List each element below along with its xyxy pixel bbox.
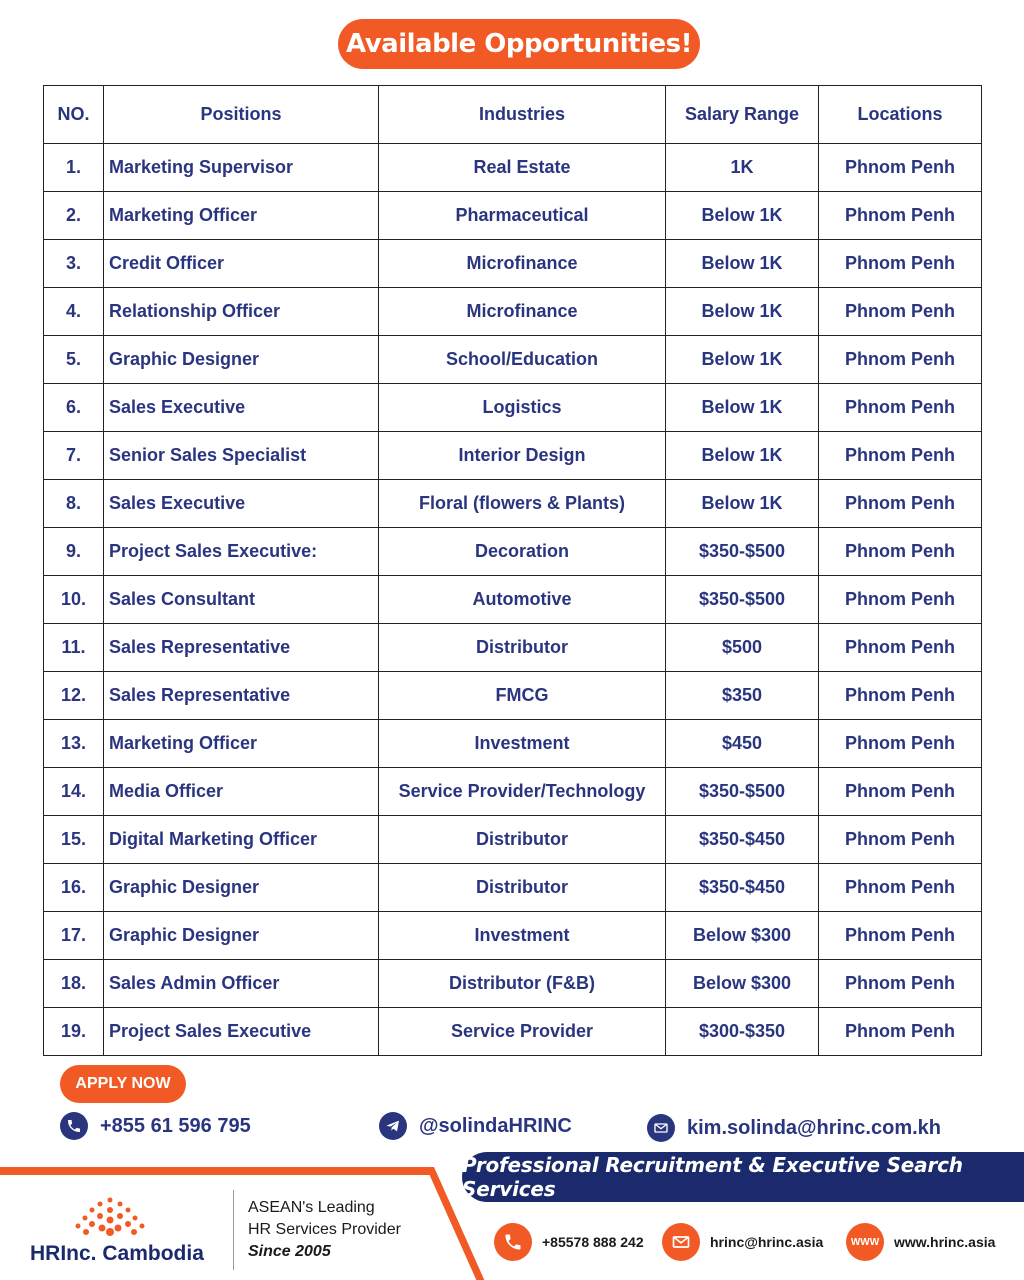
cell-location: Phnom Penh [819, 864, 982, 912]
header-locations: Locations [819, 86, 982, 144]
cell-industry: Investment [379, 720, 666, 768]
cell-location: Phnom Penh [819, 432, 982, 480]
cell-location: Phnom Penh [819, 1008, 982, 1056]
table-header-row [44, 86, 982, 144]
cell-position: Senior Sales Specialist [104, 432, 379, 480]
cell-industry: Interior Design [379, 432, 666, 480]
table-row [44, 432, 982, 480]
cell-position: Sales Representative [104, 624, 379, 672]
cell-industry: Distributor (F&B) [379, 960, 666, 1008]
cell-position: Marketing Officer [104, 720, 379, 768]
cell-position: Sales Consultant [104, 576, 379, 624]
cell-salary: $350-$500 [666, 576, 819, 624]
footer-phone-text: +85578 888 242 [542, 1234, 644, 1250]
cell-no: 16. [44, 864, 104, 912]
cell-location: Phnom Penh [819, 480, 982, 528]
cell-location: Phnom Penh [819, 768, 982, 816]
table-row [44, 672, 982, 720]
cell-salary: Below $300 [666, 912, 819, 960]
cell-no: 18. [44, 960, 104, 1008]
header-positions: Positions [104, 86, 379, 144]
globe-icon: WWW [846, 1223, 884, 1261]
cell-position: Sales Executive [104, 480, 379, 528]
cell-no: 9. [44, 528, 104, 576]
cell-location: Phnom Penh [819, 336, 982, 384]
cell-position: Relationship Officer [104, 288, 379, 336]
cell-no: 2. [44, 192, 104, 240]
cell-location: Phnom Penh [819, 960, 982, 1008]
cell-industry: Logistics [379, 384, 666, 432]
cell-salary: Below $300 [666, 960, 819, 1008]
cell-no: 10. [44, 576, 104, 624]
table-row [44, 960, 982, 1008]
cell-salary: Below 1K [666, 432, 819, 480]
header-salary-range: Salary Range [666, 86, 819, 144]
hrinc-logo-text [30, 1242, 204, 1266]
telegram-icon [379, 1112, 407, 1140]
cell-salary: $350-$500 [666, 528, 819, 576]
cell-industry: Floral (flowers & Plants) [379, 480, 666, 528]
table-row [44, 192, 982, 240]
cell-position: Sales Executive [104, 384, 379, 432]
cell-salary: Below 1K [666, 192, 819, 240]
table-row [44, 240, 982, 288]
table-row [44, 816, 982, 864]
cell-industry: School/Education [379, 336, 666, 384]
phone-icon [494, 1223, 532, 1261]
footer-divider [233, 1190, 234, 1270]
cell-industry: FMCG [379, 672, 666, 720]
cell-no: 17. [44, 912, 104, 960]
cell-industry: Distributor [379, 624, 666, 672]
cell-salary: $350-$500 [666, 768, 819, 816]
cell-position: Marketing Supervisor [104, 144, 379, 192]
cell-industry: Automotive [379, 576, 666, 624]
cell-salary: $350-$450 [666, 816, 819, 864]
footer-accent-line [0, 1167, 430, 1175]
cell-no: 5. [44, 336, 104, 384]
cell-salary: $300-$350 [666, 1008, 819, 1056]
cell-location: Phnom Penh [819, 912, 982, 960]
apply-email-text: kim.solinda@hrinc.com.kh [687, 1116, 942, 1139]
footer-email-text: hrinc@hrinc.asia [710, 1234, 824, 1250]
cell-salary: Below 1K [666, 240, 819, 288]
header-industries: Industries [379, 86, 666, 144]
logo-country: Cambodia [102, 1242, 204, 1265]
cell-location: Phnom Penh [819, 144, 982, 192]
cell-no: 12. [44, 672, 104, 720]
cell-location: Phnom Penh [819, 624, 982, 672]
cell-position: Credit Officer [104, 240, 379, 288]
cell-salary: Below 1K [666, 336, 819, 384]
cell-industry: Microfinance [379, 240, 666, 288]
cell-location: Phnom Penh [819, 816, 982, 864]
apply-phone-text: +855 61 596 795 [100, 1114, 251, 1137]
table-row [44, 480, 982, 528]
cell-location: Phnom Penh [819, 240, 982, 288]
cell-no: 6. [44, 384, 104, 432]
cell-industry: Service Provider [379, 1008, 666, 1056]
logo-brand: HRInc. [30, 1242, 97, 1265]
cell-salary: $350-$450 [666, 864, 819, 912]
cell-industry: Real Estate [379, 144, 666, 192]
header-no: NO. [44, 86, 104, 144]
table-row [44, 384, 982, 432]
cell-location: Phnom Penh [819, 288, 982, 336]
cell-position: Graphic Designer [104, 336, 379, 384]
cell-salary: Below 1K [666, 480, 819, 528]
cell-location: Phnom Penh [819, 720, 982, 768]
cell-location: Phnom Penh [819, 528, 982, 576]
table-row [44, 576, 982, 624]
cell-no: 8. [44, 480, 104, 528]
apply-telegram[interactable] [379, 1112, 572, 1140]
table-row [44, 624, 982, 672]
company-tagline [248, 1197, 401, 1263]
footer-website-text: www.hrinc.asia [894, 1234, 996, 1250]
mail-icon [647, 1114, 675, 1142]
cell-salary: $500 [666, 624, 819, 672]
tagline-line-1: ASEAN's Leading [248, 1199, 375, 1216]
cell-industry: Investment [379, 912, 666, 960]
cell-industry: Pharmaceutical [379, 192, 666, 240]
apply-phone[interactable] [60, 1112, 251, 1140]
table-row [44, 1008, 982, 1056]
footer-website[interactable] [846, 1223, 995, 1261]
cell-location: Phnom Penh [819, 384, 982, 432]
cell-industry: Distributor [379, 816, 666, 864]
cell-position: Graphic Designer [104, 864, 379, 912]
table-row [44, 912, 982, 960]
cell-no: 3. [44, 240, 104, 288]
cell-salary: Below 1K [666, 384, 819, 432]
cell-position: Marketing Officer [104, 192, 379, 240]
services-banner: Professional Recruitment & Executive Search Services [462, 1152, 1024, 1202]
cell-position: Project Sales Executive: [104, 528, 379, 576]
cell-salary: $350 [666, 672, 819, 720]
cell-position: Sales Representative [104, 672, 379, 720]
cell-industry: Distributor [379, 864, 666, 912]
mail-icon [662, 1223, 700, 1261]
cell-industry: Service Provider/Technology [379, 768, 666, 816]
cell-location: Phnom Penh [819, 576, 982, 624]
cell-location: Phnom Penh [819, 672, 982, 720]
cell-location: Phnom Penh [819, 192, 982, 240]
cell-salary: Below 1K [666, 288, 819, 336]
cell-salary: $450 [666, 720, 819, 768]
table-row [44, 336, 982, 384]
cell-position: Media Officer [104, 768, 379, 816]
apply-now-button[interactable]: APPLY NOW [60, 1065, 186, 1103]
cell-position: Project Sales Executive [104, 1008, 379, 1056]
apply-email[interactable] [647, 1114, 941, 1142]
cell-no: 7. [44, 432, 104, 480]
cell-position: Sales Admin Officer [104, 960, 379, 1008]
table-row [44, 288, 982, 336]
tagline-since: Since 2005 [248, 1243, 331, 1260]
table-body [44, 144, 982, 1056]
footer-email[interactable] [662, 1223, 823, 1261]
cell-no: 1. [44, 144, 104, 192]
tagline-line-2: HR Services Provider [248, 1221, 401, 1238]
cell-position: Graphic Designer [104, 912, 379, 960]
cell-no: 4. [44, 288, 104, 336]
cell-no: 13. [44, 720, 104, 768]
cell-no: 15. [44, 816, 104, 864]
table-row [44, 528, 982, 576]
opportunities-table [43, 85, 982, 1056]
cell-industry: Decoration [379, 528, 666, 576]
cell-industry: Microfinance [379, 288, 666, 336]
table-row [44, 720, 982, 768]
apply-telegram-text: @solindaHRINC [419, 1114, 572, 1137]
cell-no: 19. [44, 1008, 104, 1056]
table-row [44, 768, 982, 816]
cell-position: Digital Marketing Officer [104, 816, 379, 864]
footer-phone[interactable] [494, 1223, 644, 1261]
cell-no: 11. [44, 624, 104, 672]
table-row [44, 864, 982, 912]
cell-no: 14. [44, 768, 104, 816]
cell-salary: 1K [666, 144, 819, 192]
table-row [44, 144, 982, 192]
page-title: Available Opportunities! [338, 19, 700, 69]
phone-icon [60, 1112, 88, 1140]
